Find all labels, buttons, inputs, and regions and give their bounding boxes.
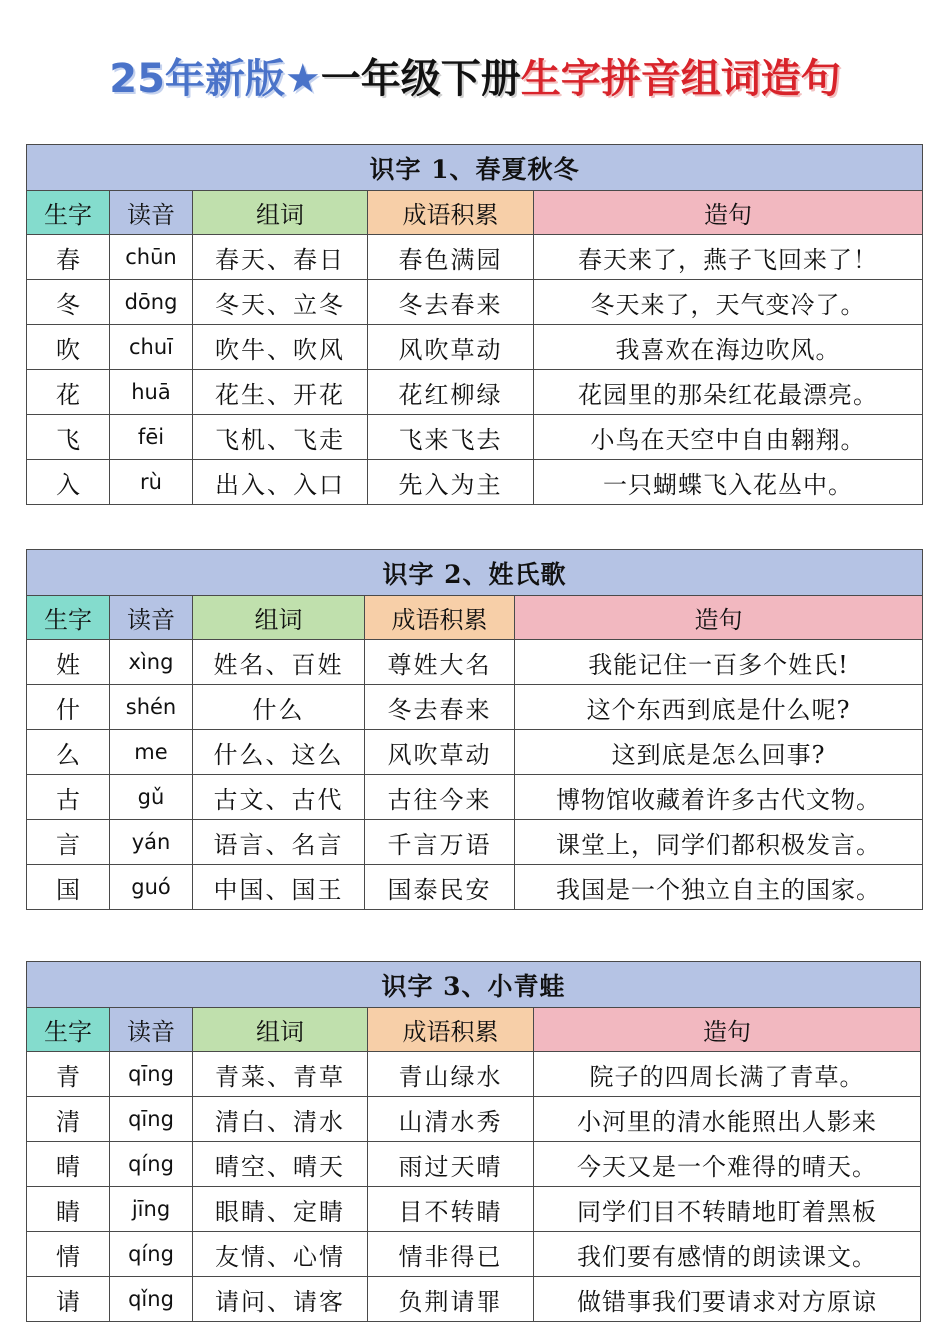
header-words: 组词 <box>193 596 365 640</box>
idiom-cell: 冬去春来 <box>368 280 534 325</box>
idiom-cell: 雨过天晴 <box>368 1142 534 1187</box>
title-subject: 生字拼音组词造句 <box>520 56 841 102</box>
table-row <box>27 775 923 820</box>
idiom-cell: 尊姓大名 <box>365 640 515 685</box>
title-edition: 25年新版★ <box>109 56 321 102</box>
sentence-cell: 春天来了，燕子飞回来了！ <box>534 235 923 280</box>
header-sentence: 造句 <box>515 596 923 640</box>
words-cell: 姓名、百姓 <box>193 640 365 685</box>
idiom-cell: 山清水秀 <box>368 1097 534 1142</box>
words-cell: 清白、清水 <box>193 1097 368 1142</box>
words-cell: 古文、古代 <box>193 775 365 820</box>
sentence-cell: 小鸟在天空中自由翱翔。 <box>534 415 923 460</box>
char-cell: 么 <box>27 730 110 775</box>
pinyin-cell: qīng <box>110 1097 193 1142</box>
header-char: 生字 <box>27 191 110 235</box>
words-cell: 冬天、立冬 <box>193 280 368 325</box>
pinyin-cell: qīng <box>110 1052 193 1097</box>
words-cell: 眼睛、定睛 <box>193 1187 368 1232</box>
sentence-cell: 这个东西到底是什么呢? <box>515 685 923 730</box>
table-row <box>27 1097 921 1142</box>
table-row <box>27 685 923 730</box>
words-cell: 飞机、飞走 <box>193 415 368 460</box>
table-row <box>27 1187 921 1232</box>
sentence-cell: 我能记住一百多个姓氏! <box>515 640 923 685</box>
idiom-cell: 千言万语 <box>365 820 515 865</box>
char-cell: 入 <box>27 460 110 505</box>
pinyin-cell: gǔ <box>110 775 193 820</box>
words-cell: 什么、这么 <box>193 730 365 775</box>
char-cell: 青 <box>27 1052 110 1097</box>
idiom-cell: 风吹草动 <box>365 730 515 775</box>
header-words: 组词 <box>193 191 368 235</box>
sentence-cell: 我们要有感情的朗读课文。 <box>534 1232 921 1277</box>
words-cell: 什么 <box>193 685 365 730</box>
table-row <box>27 415 923 460</box>
pinyin-cell: guó <box>110 865 193 910</box>
header-idiom: 成语积累 <box>365 596 515 640</box>
sentence-cell: 同学们目不转睛地盯着黑板 <box>534 1187 921 1232</box>
idiom-cell: 情非得已 <box>368 1232 534 1277</box>
sentence-cell: 博物馆收藏着许多古代文物。 <box>515 775 923 820</box>
sentence-cell: 做错事我们要请求对方原谅 <box>534 1277 921 1322</box>
idiom-cell: 古往今来 <box>365 775 515 820</box>
sentence-cell: 一只蝴蝶飞入花丛中。 <box>534 460 923 505</box>
pinyin-cell: me <box>110 730 193 775</box>
sentence-cell: 我国是一个独立自主的国家。 <box>515 865 923 910</box>
pinyin-cell: xìng <box>110 640 193 685</box>
header-pinyin: 读音 <box>110 191 193 235</box>
char-cell: 花 <box>27 370 110 415</box>
pinyin-cell: fēi <box>110 415 193 460</box>
header-char: 生字 <box>27 596 110 640</box>
header-words: 组词 <box>193 1008 368 1052</box>
pinyin-cell: shén <box>110 685 193 730</box>
table-row <box>27 1052 921 1097</box>
idiom-cell: 风吹草动 <box>368 325 534 370</box>
lesson-table-1 <box>26 144 923 505</box>
words-cell: 花生、开花 <box>193 370 368 415</box>
char-cell: 古 <box>27 775 110 820</box>
table-row <box>27 1142 921 1187</box>
pinyin-cell: qíng <box>110 1232 193 1277</box>
words-cell: 吹牛、吹风 <box>193 325 368 370</box>
lesson-table-3 <box>26 961 921 1322</box>
table-row <box>27 640 923 685</box>
pinyin-cell: huā <box>110 370 193 415</box>
char-cell: 什 <box>27 685 110 730</box>
pinyin-cell: chūn <box>110 235 193 280</box>
lesson-caption: 识字 1、春夏秋冬 <box>27 145 923 191</box>
idiom-cell: 青山绿水 <box>368 1052 534 1097</box>
sentence-cell: 我喜欢在海边吹风。 <box>534 325 923 370</box>
char-cell: 春 <box>27 235 110 280</box>
sentence-cell: 花园里的那朵红花最漂亮。 <box>534 370 923 415</box>
table-row <box>27 460 923 505</box>
char-cell: 冬 <box>27 280 110 325</box>
pinyin-cell: qíng <box>110 1142 193 1187</box>
char-cell: 晴 <box>27 1142 110 1187</box>
pinyin-cell: yán <box>110 820 193 865</box>
words-cell: 请问、请客 <box>193 1277 368 1322</box>
header-sentence: 造句 <box>534 191 923 235</box>
table-row <box>27 865 923 910</box>
pinyin-cell: dōng <box>110 280 193 325</box>
sentence-cell: 小河里的清水能照出人影来 <box>534 1097 921 1142</box>
char-cell: 言 <box>27 820 110 865</box>
pinyin-cell: rù <box>110 460 193 505</box>
table-row <box>27 370 923 415</box>
char-cell: 睛 <box>27 1187 110 1232</box>
words-cell: 友情、心情 <box>193 1232 368 1277</box>
idiom-cell: 国泰民安 <box>365 865 515 910</box>
sentence-cell: 今天又是一个难得的晴天。 <box>534 1142 921 1187</box>
char-cell: 吹 <box>27 325 110 370</box>
idiom-cell: 先入为主 <box>368 460 534 505</box>
words-cell: 晴空、晴天 <box>193 1142 368 1187</box>
header-sentence: 造句 <box>534 1008 921 1052</box>
char-cell: 请 <box>27 1277 110 1322</box>
words-cell: 出入、入口 <box>193 460 368 505</box>
table-row <box>27 730 923 775</box>
idiom-cell: 飞来飞去 <box>368 415 534 460</box>
idiom-cell: 冬去春来 <box>365 685 515 730</box>
words-cell: 青菜、青草 <box>193 1052 368 1097</box>
header-pinyin: 读音 <box>110 596 193 640</box>
sentence-cell: 这到底是怎么回事? <box>515 730 923 775</box>
sentence-cell: 冬天来了，天气变冷了。 <box>534 280 923 325</box>
words-cell: 语言、名言 <box>193 820 365 865</box>
words-cell: 春天、春日 <box>193 235 368 280</box>
idiom-cell: 目不转睛 <box>368 1187 534 1232</box>
lesson-caption: 识字 3、小青蛙 <box>27 962 921 1008</box>
table-row <box>27 280 923 325</box>
words-cell: 中国、国王 <box>193 865 365 910</box>
page-title <box>0 48 950 110</box>
idiom-cell: 花红柳绿 <box>368 370 534 415</box>
table-row <box>27 235 923 280</box>
sentence-cell: 课堂上，同学们都积极发言。 <box>515 820 923 865</box>
table-row <box>27 1277 921 1322</box>
pinyin-cell: chuī <box>110 325 193 370</box>
table-header-row <box>27 596 923 640</box>
pinyin-cell: qǐng <box>110 1277 193 1322</box>
char-cell: 国 <box>27 865 110 910</box>
char-cell: 姓 <box>27 640 110 685</box>
char-cell: 飞 <box>27 415 110 460</box>
header-char: 生字 <box>27 1008 110 1052</box>
pinyin-cell: jīng <box>110 1187 193 1232</box>
table-row <box>27 325 923 370</box>
char-cell: 清 <box>27 1097 110 1142</box>
idiom-cell: 春色满园 <box>368 235 534 280</box>
idiom-cell: 负荆请罪 <box>368 1277 534 1322</box>
table-row <box>27 820 923 865</box>
table-header-row <box>27 1008 921 1052</box>
table-header-row <box>27 191 923 235</box>
table-row <box>27 1232 921 1277</box>
lesson-caption: 识字 2、姓氏歌 <box>27 550 923 596</box>
char-cell: 情 <box>27 1232 110 1277</box>
header-pinyin: 读音 <box>110 1008 193 1052</box>
title-grade: 一年级下册 <box>320 56 521 102</box>
lesson-table-2 <box>26 549 923 910</box>
sentence-cell: 院子的四周长满了青草。 <box>534 1052 921 1097</box>
header-idiom: 成语积累 <box>368 1008 534 1052</box>
header-idiom: 成语积累 <box>368 191 534 235</box>
